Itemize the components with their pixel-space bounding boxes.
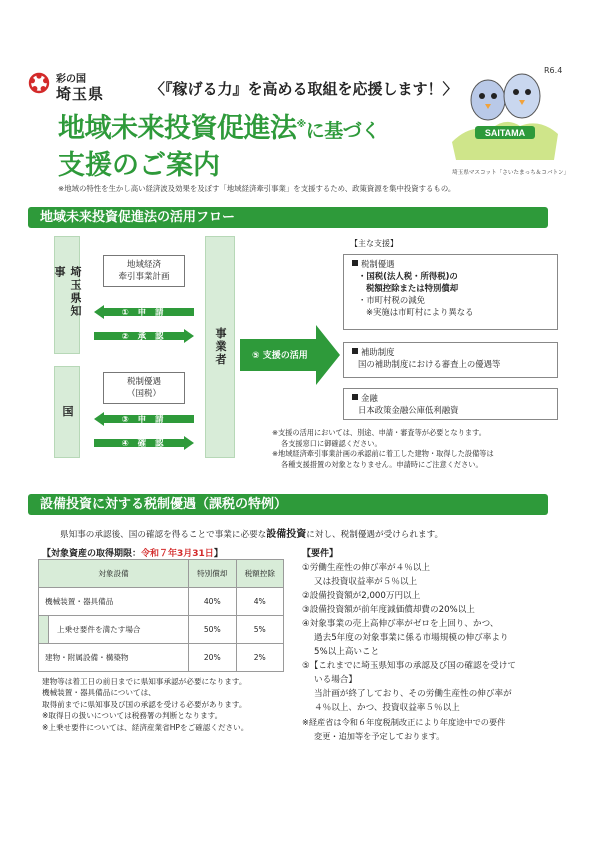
table-cell: 5% <box>236 616 284 644</box>
arrow-use-support: ⑤ 支援の活用 <box>240 325 340 385</box>
arrow-apply-to-country: ③ 申 請 <box>94 412 194 426</box>
arrow-apply-to-governor: ① 申 請 <box>94 305 194 319</box>
country-column: 国 <box>54 366 80 458</box>
tax-notes: 建物等は着工日の前日までに県知事承認が必要になります。 機械装置・器具備品については、 取得前までに県知事及び国の承認を受ける必要があります。 ※取得日の扱いについては税務署の判断となります。 ※上乗せ要件については、経済産業省HPをご確認ください。 <box>42 677 249 732</box>
table-cell-indent <box>39 616 49 644</box>
mascot-label: SAITAMA <box>484 128 526 138</box>
support-tax: 税制優遇 ・国税(法人税・所得税)の 税額控除または特別償却 ・市町村税の減免 ※実施は市町村により異なる <box>343 254 558 330</box>
governor-column: 埼玉県知事 <box>54 236 80 354</box>
table-header: 対象設備 <box>39 560 189 588</box>
support-subsidy: 補助制度 国の補助制度における審査上の優遇等 <box>343 342 558 378</box>
table-cell: 2% <box>236 644 284 672</box>
tax-intro: 県知事の承認後、国の確認を得ることで事業に必要な設備投資に対し、税制優遇が受けられます。 <box>60 529 444 540</box>
table-cell: 上乗せ要件を満たす場合 <box>49 616 189 644</box>
table-cell: 4% <box>236 588 284 616</box>
document-tax-incentive: 税制優遇 （国税） <box>103 372 185 404</box>
document-regional-plan: 地域経済 牽引事業計画 <box>103 255 185 287</box>
table-row <box>39 644 284 672</box>
section-title-flow: 地域未来投資促進法の活用フロー <box>28 207 548 228</box>
table-header: 特別償却 <box>189 560 236 588</box>
saitama-logo-icon <box>28 72 50 94</box>
flow-notes: ※支援の活用においては、別途、申請・審査等が必要となります。 各支援窓口に御確認ください。 ※地域経済牽引事業計画の承認前に着工した建物・取得した設備等は 各種支援措置の対象となりません。申請時にご注意ください。 <box>272 428 494 469</box>
requirements-list: ①労働生産性の伸び率が４％以上 又は投資収益率が５％以上 ②設備投資額が2,000万円以上 ③設備投資額が前年度減価償却費の20%以上 ④対象事業の売上高伸び率がゼロを上回り、かつ、 過去5年度の対象事業に係る市場規模の伸び率より 5%以上高いこと ⑤【これまでに埼玉県知事の承認及び国の確認を受けて いる場合】 当計画が終了しており、その労働生産性の伸び率が ４％以上、かつ、投資収益率５％以上 ※経産省は令和６年度税制改正により年度途中での要件 変更・追加等を予定しております。 <box>302 563 516 741</box>
table-header-row <box>39 560 284 588</box>
arrow-approval: ② 承 認 <box>94 329 194 343</box>
arrow-confirmation: ④ 確 認 <box>94 436 194 450</box>
table-cell: 建物・附属設備・構築物 <box>39 644 189 672</box>
page-title-line1: 地域未来投資促進法※に基づく <box>58 113 380 144</box>
table-cell: 40% <box>189 588 236 616</box>
mascot-illustration <box>450 64 563 164</box>
table-row <box>39 616 284 644</box>
support-finance: 金融 日本政策金融公庫低利融資 <box>343 388 558 420</box>
table-header: 税額控除 <box>236 560 284 588</box>
lead-note: ※地域の特性を生かし高い経済波及効果を及ぼす「地域経済牽引事業」を支援するため、政策資源を集中投資するもの。 <box>58 184 456 193</box>
eligible-assets-table <box>38 559 284 672</box>
table-cell: 20% <box>189 644 236 672</box>
table-cell: 50% <box>189 616 236 644</box>
prefecture-name: 埼玉県 <box>56 85 105 103</box>
page-title-line2: 支援のご案内 <box>58 150 220 181</box>
catchphrase: 〈『稼げる力』を高める取組を応援します！〉 <box>150 80 458 98</box>
prefecture-tagline: 彩の国 <box>56 74 86 85</box>
acquisition-deadline: 【対象資産の取得期限：令和７年3月31日】 <box>42 549 223 559</box>
section-title-tax: 設備投資に対する税制優遇（課税の特例） <box>28 494 548 515</box>
business-column: 事業者 <box>205 236 235 458</box>
revision-label: R6.4 <box>544 66 563 75</box>
table-cell: 機械装置・器具備品 <box>39 588 189 616</box>
mascot-caption: 埼玉県マスコット「さいたまっち＆コバトン」 <box>452 170 570 176</box>
requirements-heading: 【要件】 <box>302 549 339 559</box>
table-row <box>39 588 284 616</box>
support-heading: 【主な支援】 <box>350 239 398 248</box>
